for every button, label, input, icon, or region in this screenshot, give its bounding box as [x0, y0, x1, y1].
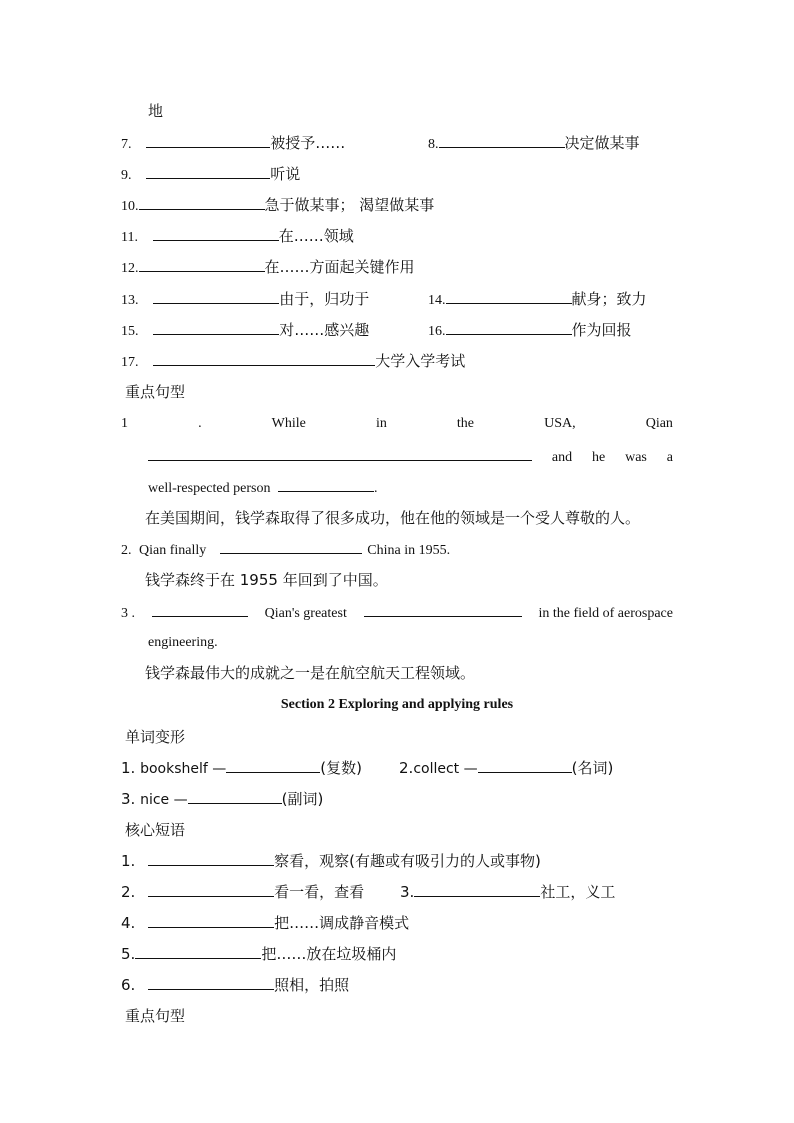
phrase-meaning: 察看，观察(有趣或有吸引力的人或事物) — [274, 852, 541, 870]
sentence-1-line-3 — [148, 477, 377, 499]
answer-blank[interactable] — [139, 195, 265, 210]
phrase-meaning: 对……感兴趣 — [279, 321, 370, 339]
phrase-meaning: 作为回报 — [571, 321, 632, 339]
word-form-hint: (副词) — [281, 790, 324, 808]
item-number: 2. — [121, 883, 136, 901]
sentence-2-translation: 钱学森终于在 1955 年回到了中国。 — [145, 571, 388, 589]
sentence-word: he — [592, 450, 606, 465]
answer-blank[interactable] — [478, 758, 572, 773]
sentence-1-translation: 在美国期间，钱学森取得了很多成功，他在他的领域是一个受人尊敬的人。 — [145, 509, 641, 527]
item-number: 6. — [121, 976, 136, 994]
item-number: 2. — [399, 759, 414, 777]
phrase-meaning: 把……调成静音模式 — [274, 914, 410, 932]
phrase-item-15 — [121, 320, 369, 342]
phrase-item-9 — [121, 164, 300, 186]
key-sentences-heading-2: 重点句型 — [125, 1007, 186, 1025]
answer-blank[interactable] — [148, 851, 274, 866]
item-number: 3. — [400, 883, 415, 901]
answer-blank[interactable] — [146, 164, 270, 179]
item-number: 5. — [121, 945, 136, 963]
section-title: Section 2 Exploring and applying rules — [280, 697, 514, 712]
core-phrases-heading: 核心短语 — [125, 821, 186, 839]
sentence-word: the — [456, 416, 475, 431]
item-number: 13. — [121, 293, 139, 308]
key-sentences-heading: 重点句型 — [125, 383, 186, 401]
base-word: collect — — [413, 761, 478, 777]
answer-blank[interactable] — [148, 882, 274, 897]
answer-blank[interactable] — [439, 133, 565, 148]
phrase-item-17 — [121, 351, 465, 373]
item-number: 1. — [121, 852, 136, 870]
item-number: 3 . — [121, 606, 135, 621]
item-number: 8. — [428, 137, 439, 152]
item-number: 11. — [121, 230, 138, 245]
word-form-item-1 — [121, 758, 362, 779]
sentence-1-line-1 — [121, 414, 673, 434]
phrase-item-10 — [121, 195, 434, 217]
phrase-meaning: 被授予…… — [270, 134, 346, 152]
answer-blank[interactable] — [153, 289, 279, 304]
phrase-meaning: 把……放在垃圾桶内 — [261, 945, 397, 963]
item-number: 12. — [121, 261, 139, 276]
word-form-hint: (名词) — [571, 759, 614, 777]
item-number: 1. — [121, 759, 136, 777]
base-word: nice — — [140, 792, 188, 808]
answer-blank[interactable] — [446, 289, 572, 304]
sentence-word: Qian — [645, 416, 673, 431]
sentence-text: well-respected person — [148, 481, 271, 496]
answer-blank[interactable] — [188, 789, 282, 804]
sentence-3-line-1 — [121, 602, 673, 624]
sentence-word: While — [271, 416, 306, 431]
phrase-item-11 — [121, 226, 354, 248]
answer-blank[interactable] — [278, 477, 374, 492]
sentence-text: China in 1955. — [367, 543, 451, 558]
item-number: 17. — [121, 355, 139, 370]
phrase-meaning: 急于做某事； 渴望做某事 — [264, 196, 435, 214]
core-phrase-item-5 — [121, 944, 396, 964]
answer-blank[interactable] — [220, 539, 362, 554]
core-phrase-item-2 — [121, 882, 364, 902]
sentence-2 — [121, 539, 450, 561]
word-form-hint: (复数) — [320, 759, 362, 777]
phrase-meaning: 大学入学考试 — [375, 352, 466, 370]
phrase-meaning: 照相，拍照 — [274, 976, 350, 994]
sentence-end: . — [373, 481, 378, 496]
answer-blank[interactable] — [446, 320, 572, 335]
answer-blank[interactable] — [139, 257, 265, 272]
item-number: 9. — [121, 168, 132, 183]
core-phrase-item-6 — [121, 975, 349, 995]
sentence-text: Qian's greatest — [264, 606, 347, 621]
phrase-item-8 — [428, 133, 640, 155]
phrase-item-12 — [121, 257, 415, 279]
core-phrase-item-3 — [400, 882, 615, 902]
core-phrase-item-1 — [121, 851, 541, 871]
sentence-3-translation: 钱学森最伟大的成就之一是在航空航天工程领域。 — [145, 664, 476, 682]
word-form-item-3 — [121, 789, 323, 810]
answer-blank[interactable] — [153, 351, 375, 366]
word-form-item-2 — [399, 758, 613, 779]
item-number: 15. — [121, 324, 139, 339]
sentence-word: in — [375, 416, 387, 431]
item-number: 2. — [121, 543, 132, 558]
phrase-meaning: 在……方面起关键作用 — [264, 258, 415, 276]
item-number: 4. — [121, 914, 136, 932]
sentence-dot: . — [198, 416, 202, 431]
word-forms-heading: 单词变形 — [125, 728, 186, 746]
answer-blank[interactable] — [152, 602, 248, 617]
continued-fragment: 地 — [148, 102, 164, 120]
item-number: 7. — [121, 137, 132, 152]
sentence-1-line-2 — [148, 446, 673, 468]
sentence-word: USA, — [544, 416, 576, 431]
phrase-item-14 — [428, 289, 647, 311]
answer-blank[interactable] — [153, 226, 279, 241]
answer-blank[interactable] — [226, 758, 320, 773]
item-number: 1 — [121, 416, 128, 431]
item-number: 16. — [428, 324, 446, 339]
sentence-word: was — [625, 450, 647, 465]
phrase-meaning: 看一看，查看 — [274, 883, 365, 901]
item-number: 3. — [121, 790, 136, 808]
answer-blank[interactable] — [364, 602, 522, 617]
answer-blank[interactable] — [414, 882, 540, 897]
answer-blank[interactable] — [148, 913, 274, 928]
sentence-word: a — [666, 450, 673, 465]
sentence-3-line-2: engineering. — [148, 635, 218, 650]
sentence-text: in the field of aerospace — [538, 606, 673, 621]
sentence-word: and — [551, 450, 573, 465]
phrase-meaning: 决定做某事 — [564, 134, 640, 152]
phrase-meaning: 在……领域 — [278, 227, 354, 245]
phrase-meaning: 献身；致力 — [571, 290, 647, 308]
item-number: 14. — [428, 293, 446, 308]
phrase-meaning: 社工，义工 — [540, 883, 616, 901]
item-number: 10. — [121, 199, 139, 214]
core-phrase-item-4 — [121, 913, 409, 933]
phrase-item-13 — [121, 289, 369, 311]
answer-blank[interactable] — [153, 320, 279, 335]
answer-blank[interactable] — [148, 446, 532, 461]
answer-blank[interactable] — [135, 944, 261, 959]
sentence-text: Qian finally — [139, 543, 207, 558]
base-word: bookshelf — — [140, 761, 227, 777]
phrase-item-7 — [121, 133, 345, 155]
phrase-item-16 — [428, 320, 632, 342]
phrase-meaning: 由于，归功于 — [279, 290, 370, 308]
answer-blank[interactable] — [148, 975, 274, 990]
phrase-meaning: 听说 — [270, 165, 301, 183]
answer-blank[interactable] — [146, 133, 270, 148]
